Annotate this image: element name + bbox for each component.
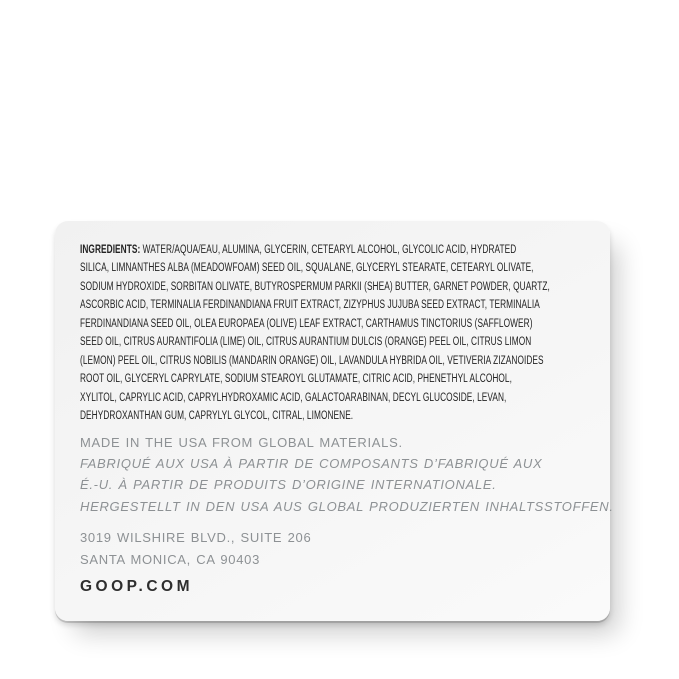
ingredients-line: (LEMON) PEEL OIL, CITRUS NOBILIS (MANDARIN ORANGE) OIL, LAVANDULA HYBRIDA OIL, VETIVERIA ZIZANOIDES [80, 352, 544, 367]
ingredients-label: INGREDIENTS: [80, 241, 143, 256]
ingredients-line: FERDINANDIANA SEED OIL, OLEA EUROPAEA (OLIVE) LEAF EXTRACT, CARTHAMUS TINCTORIUS (SAFFLOWER) [80, 315, 533, 330]
ingredients-line: ROOT OIL, GLYCERYL CAPRYLATE, SODIUM STEAROYL GLUTAMATE, CITRIC ACID, PHENETHYL ALCOHOL, [80, 371, 512, 385]
origin-line: É.-U. À PARTIR DE PRODUITS D’ORIGINE INTERNATIONALE. [80, 477, 497, 493]
ingredients-line: SILICA, LIMNANTHES ALBA (MEADOWFOAM) SEED OIL, SQUALANE, GLYCERYL STEARATE, CETEARYL OLIVATE, [80, 260, 534, 274]
address-line: 3019 WILSHIRE BLVD., SUITE 206 [80, 530, 312, 546]
address-section [80, 527, 610, 570]
ingredients-section [80, 240, 550, 425]
product-box-back-panel [55, 221, 614, 621]
ingredients-line: INGREDIENTS: WATER/AQUA/EAU, ALUMINA, GLYCERIN, CETEARYL ALCOHOL, GLYCOLIC ACID, HYDRATED [80, 241, 517, 256]
ingredients-line: SODIUM HYDROXIDE, SORBITAN OLIVATE, BUTYROSPERMUM PARKII (SHEA) BUTTER, GARNET POWDER, QUARTZ, [80, 278, 550, 293]
origin-statements-section [80, 432, 614, 518]
address-line: SANTA MONICA, CA 90403 [80, 551, 260, 567]
ingredients-line: SEED OIL, CITRUS AURANTIFOLIA (LIME) OIL, CITRUS AURANTIUM DULCIS (ORANGE) PEEL OIL, CITRUS LIMON [80, 334, 532, 348]
origin-line: HERGESTELLT IN DEN USA AUS GLOBAL PRODUZIERTEN INHALTSSTOFFEN. [80, 498, 614, 514]
origin-line: MADE IN THE USA FROM GLOBAL MATERIALS. [80, 434, 403, 450]
origin-line: FABRIQUÉ AUX USA À PARTIR DE COMPOSANTS D’FABRIQUÉ AUX [80, 455, 543, 471]
ingredients-line: XYLITOL, CAPRYLIC ACID, CAPRYLHYDROXAMIC ACID, GALACTOARABINAN, DECYL GLUCOSIDE, LEVAN, [80, 389, 507, 404]
website-text: GOOP.COM [80, 577, 193, 595]
ingredients-line: ASCORBIC ACID, TERMINALIA FERDINANDIANA FRUIT EXTRACT, ZIZYPHUS JUJUBA SEED EXTRACT, TERMINALIA [80, 297, 540, 311]
ingredients-line: DEHYDROXANTHAN GUM, CAPRYLYL GLYCOL, CITRAL, LIMONENE. [80, 408, 354, 422]
